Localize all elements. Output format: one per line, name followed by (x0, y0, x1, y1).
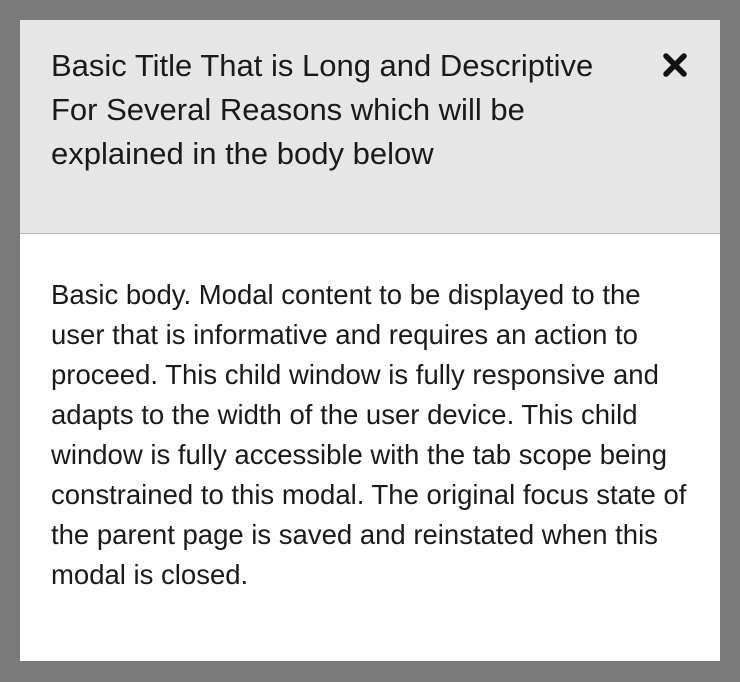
close-button[interactable] (658, 48, 692, 82)
close-icon (662, 52, 688, 78)
modal-dialog (20, 20, 720, 661)
modal-body-text: Basic body. Modal content to be displayed to the user that is informative and requires an action to proceed. This child window is fully responsive and adapts to the width of the user device. This child window is fully accessible with the tab scope being constrained to this modal. The original focus state of the parent page is saved and reinstated when this modal is closed. (51, 279, 687, 590)
modal-header (20, 20, 720, 234)
modal-title: Basic Title That is Long and Descriptive For Several Reasons which will be explained in the body below (51, 48, 594, 171)
